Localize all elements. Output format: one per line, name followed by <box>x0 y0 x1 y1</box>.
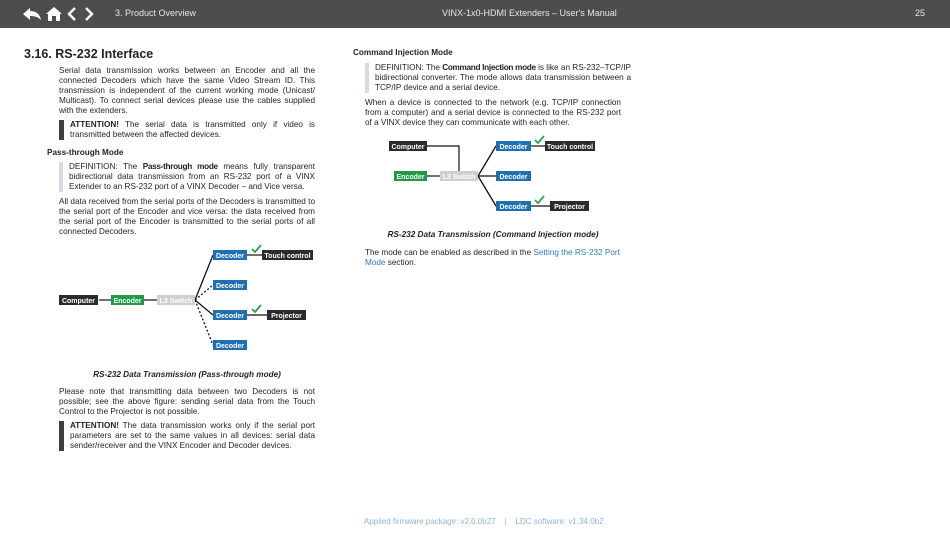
decoder-label: Decoder <box>499 144 528 151</box>
decoder-node <box>496 171 531 181</box>
definition-keyword: Command Injection mode <box>442 63 536 72</box>
attention-box-serial <box>59 120 315 140</box>
touch-control-label: Touch control <box>264 253 311 260</box>
home-icon[interactable] <box>45 5 63 23</box>
decoder-label: Decoder <box>499 204 528 211</box>
touch-control-node <box>545 141 595 151</box>
attention-label: ATTENTION! <box>70 120 119 129</box>
passthrough-body <box>59 197 315 237</box>
decoder-label: Decoder <box>215 313 245 320</box>
definition-prefix: DEFINITION: The <box>375 63 443 72</box>
switch-node <box>440 171 478 181</box>
caption-text: RS-232 Data Transmission (Pass-through mode) <box>93 370 281 379</box>
passthrough-caption <box>59 370 315 380</box>
enable-suffix: section. <box>385 258 416 267</box>
touch-control-label: Touch control <box>546 144 594 151</box>
computer-label: Computer <box>61 298 96 305</box>
encoder-label: Encoder <box>396 174 425 181</box>
back-icon[interactable] <box>22 5 42 23</box>
check-icon <box>535 136 544 143</box>
injection-body-text: When a device is connected to the network (e.g. TCP/IP connection from a computer) and a serial device is connected to the RS-232 port of a VINX device they can communicate with each other. <box>365 98 621 127</box>
passthrough-heading: Pass-through Mode <box>47 148 124 157</box>
decoder-label: Decoder <box>215 343 245 350</box>
intro-text: Serial data transmission works between an Encoder and all the connected Decoders which have the same Video Stream ID. This transmission is independent of the current working mode (Unicast/ Multicast). To connect serial devices please use the cables supplied with the extenders. <box>59 66 315 115</box>
next-page-icon[interactable] <box>83 5 95 23</box>
check-icon <box>252 245 261 252</box>
definition-text: is like an RS-232–TCP/IP bidirectional converter. The mode allows data transmission between a TCP/IP device and a serial device. <box>375 63 631 92</box>
injection-caption <box>365 230 621 240</box>
projector-label: Projector <box>271 313 302 320</box>
switch-label: L3 Switch <box>442 174 476 181</box>
projector-node <box>267 310 306 320</box>
rs232-port-mode-link[interactable]: Setting the RS-232 Port Mode <box>365 248 620 267</box>
injection-heading: Command Injection Mode <box>353 48 453 57</box>
computer-node <box>59 295 98 305</box>
passthrough-body-text: All data received from the serial ports of the Decoders is transmitted to the serial port of the Encoder and vice versa: the data received from the serial port of the Encoder is transmitted to the serial ports of all connected Decoders. <box>59 197 315 236</box>
caption-text: RS-232 Data Transmission (Command Injection mode) <box>387 230 599 239</box>
section-heading: 3.16. RS-232 Interface <box>24 47 154 61</box>
passthrough-heading-block <box>47 148 307 158</box>
computer-node <box>389 141 427 151</box>
previous-page-icon[interactable] <box>66 5 78 23</box>
firmware-version: Applied firmware package: v2.0.0b27 <box>364 517 496 526</box>
computer-label: Computer <box>391 144 425 151</box>
encoder-label: Encoder <box>113 298 142 305</box>
injection-heading-block <box>353 48 623 58</box>
decoder-label: Decoder <box>215 253 245 260</box>
decoder-label: Decoder <box>215 283 245 290</box>
injection-diagram <box>386 134 596 216</box>
encoder-node <box>111 295 144 305</box>
definition-keyword: Pass-through mode <box>142 162 218 171</box>
footer <box>364 517 604 526</box>
switch-label: L3 Switch <box>159 298 193 305</box>
passthrough-definition <box>59 162 315 192</box>
breadcrumb[interactable]: 3. Product Overview <box>115 8 197 18</box>
switch-node <box>157 295 195 305</box>
intro-paragraph <box>59 66 315 116</box>
decoder-node <box>213 250 247 260</box>
injection-definition <box>365 63 631 93</box>
check-icon <box>252 305 261 312</box>
decoder-node <box>496 201 531 211</box>
attention-label: ATTENTION! <box>70 421 119 430</box>
attention-box-parameters <box>59 421 315 451</box>
passthrough-note <box>59 387 315 417</box>
decoder-node <box>213 280 247 290</box>
enable-prefix: The mode can be enabled as described in the <box>365 248 534 257</box>
check-icon <box>535 196 544 203</box>
passthrough-diagram <box>55 244 317 356</box>
definition-text: means fully transparent bidirectional data transmission from an RS-232 port of a VINX Extender to an RS-232 port of a VINX Decoder – and Vice versa. <box>69 162 315 191</box>
attention-text: The data transmission works only if the serial port parameters are set to the same values in all devices: serial data sender/receiver and the VINX Encoder and Decoder devices. <box>70 421 315 450</box>
injection-enable-paragraph <box>365 248 623 268</box>
note-text: Please note that transmitting data between two Decoders is not possible; see the above figure: sending serial data from the Touch Control to the Projector is not possible. <box>59 387 315 416</box>
decoder-label: Decoder <box>499 174 528 181</box>
top-bar <box>0 0 950 28</box>
attention-text: The serial data is transmitted only if video is transmitted between the affected devices. <box>70 120 315 139</box>
decoder-node <box>213 310 247 320</box>
injection-body <box>365 98 621 128</box>
document-title: VINX-1x0-HDMI Extenders – User's Manual <box>442 8 617 18</box>
projector-node <box>550 201 589 211</box>
footer-separator: | <box>504 517 507 526</box>
software-version: LDC software: v1.34.0b2 <box>515 517 604 526</box>
encoder-node <box>394 171 427 181</box>
projector-label: Projector <box>554 204 585 211</box>
decoder-node <box>496 141 531 151</box>
definition-prefix: DEFINITION: The <box>69 162 143 171</box>
page-number: 25 <box>915 8 926 18</box>
decoder-node <box>213 340 247 350</box>
touch-control-node <box>262 250 313 260</box>
